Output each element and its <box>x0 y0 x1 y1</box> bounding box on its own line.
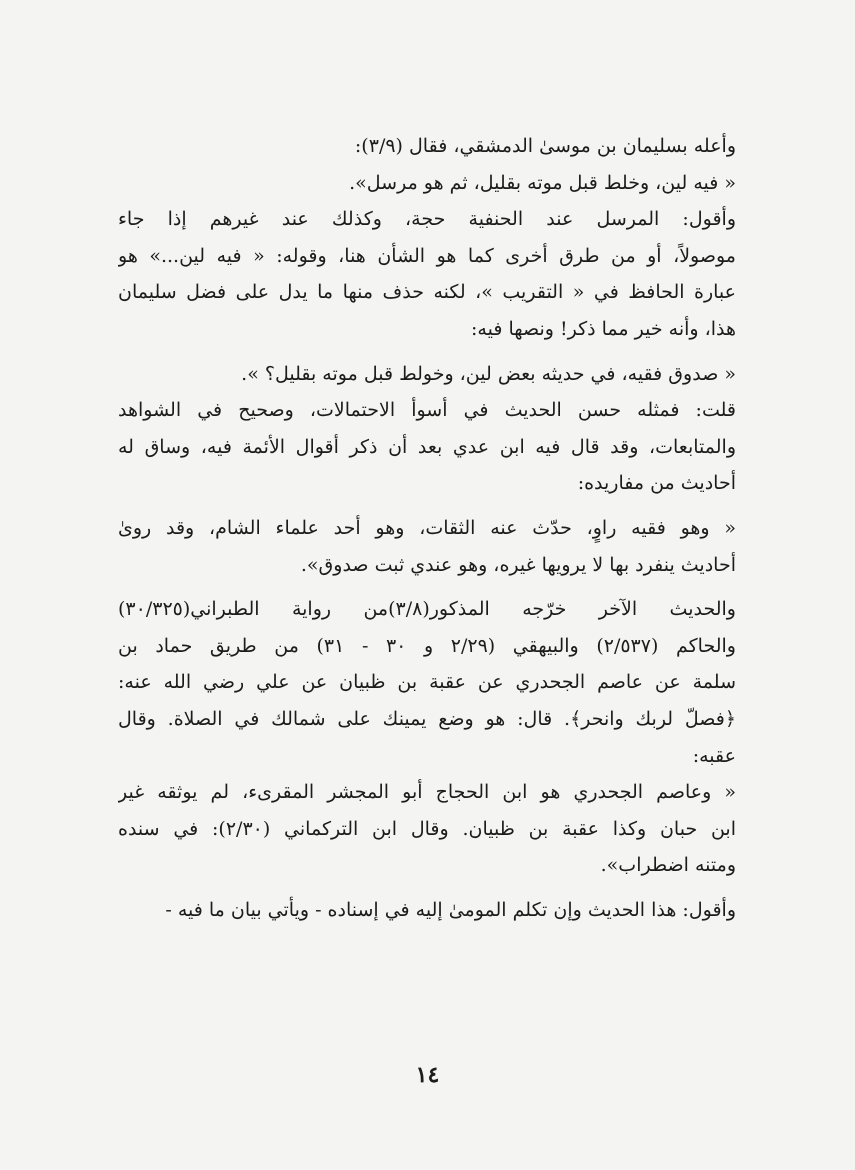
quote-line: « وهو فقيه راوٍ، حدّث عنه الثقات، وهو أحد علماء الشام، وقد روىٰ <box>118 516 736 539</box>
text-line: عبارة الحافظ في « التقريب »، لكنه حذف منها ما يدل على فضل سليمان <box>118 281 736 304</box>
paragraph-gap <box>118 583 736 591</box>
quote-line: « صدوق فقيه، في حديثه بعض لين، وخولط قبل موته بقليل؟ ». <box>241 362 736 385</box>
quote-line: ابن حبان وكذا عقبة بن ظبيان. وقال ابن التركماني (٢/٣٠): في سنده <box>118 817 736 840</box>
paragraph-gap <box>118 348 736 356</box>
quote-line: « فيه لين، وخلط قبل موته بقليل، ثم هو مرسل». <box>349 171 736 194</box>
quran-verse-line: ﴿فصلّ لربك وانحر﴾. قال: هو وضع يمينك على شمالك في الصلاة. وقال <box>118 707 736 730</box>
text-line: وأعله بسليمان بن موسىٰ الدمشقي، فقال (٣/٩): <box>354 135 736 157</box>
text-line: سلمة عن عاصم الجحدري عن عقبة بن ظبيان عن علي رضي الله عنه: <box>118 671 736 694</box>
page-number: ١٤ <box>415 1062 440 1088</box>
text-line: والحاكم (٢/٥٣٧) والبيهقي (٢/٢٩ و ٣٠ - ٣١) من طريق حماد بن <box>118 634 736 657</box>
text-line: أحاديث من مفاريده: <box>577 472 736 495</box>
paragraph-gap <box>118 884 736 892</box>
page-body-text <box>118 128 736 928</box>
quote-line: « وعاصم الجحدري هو ابن الحجاج أبو المجشر المقرىء، لم يوثقه غير <box>118 781 736 804</box>
quote-line: ومتنه اضطراب». <box>600 854 736 877</box>
text-line: وأقول: المرسل عند الحنفية حجة، وكذلك عند غيرهم إذا جاء <box>118 208 736 231</box>
text-line: موصولاً، أو من طرق أخرى كما هو الشأن هنا، وقوله: « فيه لين...» هو <box>118 244 736 267</box>
text-line: والحديث الآخر خرّجه المذكور(٣/٨)من رواية الطبراني(٣٠/٣٢٥) <box>118 598 736 621</box>
text-line: هذا، وأنه خير مما ذكر! ونصها فيه: <box>471 317 736 340</box>
text-line: والمتابعات، وقد قال فيه ابن عدي بعد أن ذكر أقوال الأئمة فيه، وساق له <box>118 435 736 458</box>
paragraph-gap <box>118 502 736 510</box>
text-line: وأقول: هذا الحديث وإن تكلم المومىٰ إليه في إسناده - ويأتي بيان ما فيه - <box>165 898 736 921</box>
quote-line: أحاديث ينفرد بها لا يرويها غيره، وهو عندي ثبت صدوق». <box>300 553 736 576</box>
text-line: قلت: فمثله حسن الحديث في أسوأ الاحتمالات، وصحيح في الشواهد <box>118 399 736 422</box>
text-line: عقبه: <box>692 744 736 767</box>
